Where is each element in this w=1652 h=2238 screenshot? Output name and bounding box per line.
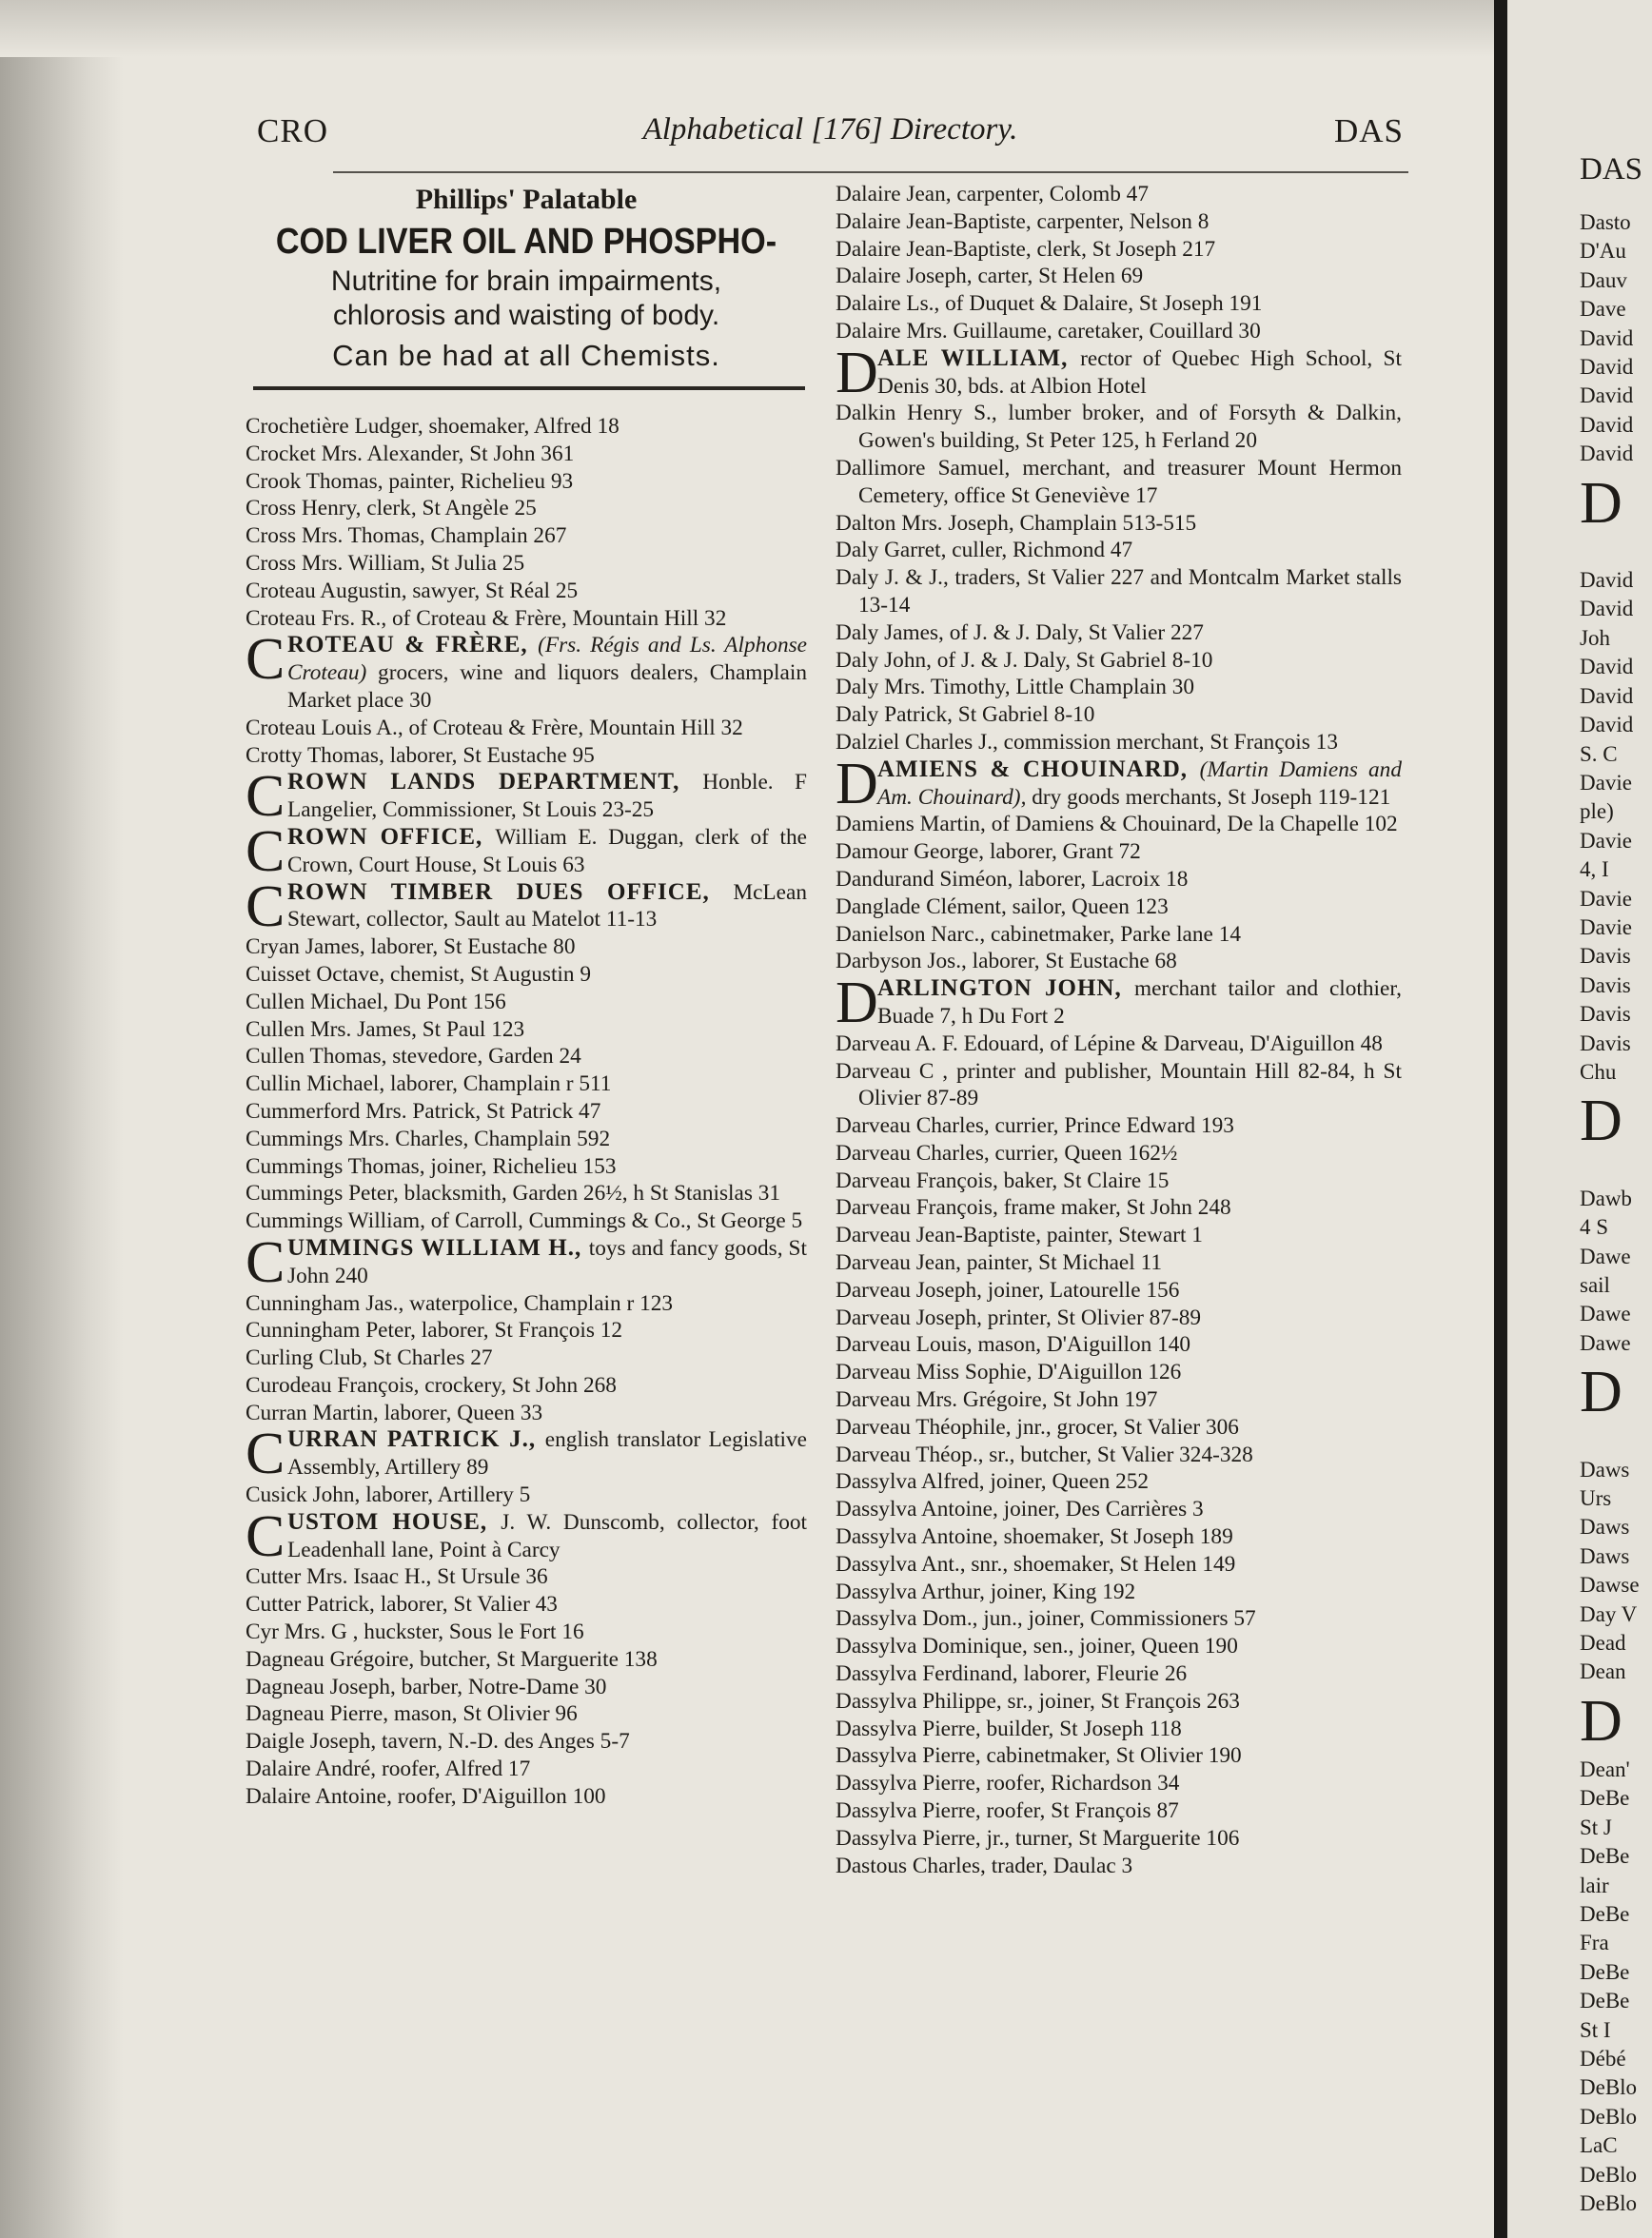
facing-page-line: [1580, 538, 1652, 566]
directory-entry: Dalkin Henry S., lumber broker, and of Forsyth & Dalkin, Gowen's building, St Peter 125, h Ferland 20: [836, 401, 1402, 454]
directory-entry: Dandurand Siméon, laborer, Lacroix 18: [836, 866, 1189, 892]
entry-name: ALE WILLIAM,: [877, 344, 1081, 371]
directory-entry: Dalaire Jean-Baptiste, clerk, St Joseph 217: [836, 236, 1216, 262]
drop-cap: C: [246, 874, 285, 939]
directory-entry: Dagneau Joseph, barber, Notre-Dame 30: [246, 1674, 607, 1699]
facing-page-line: Davie: [1580, 828, 1632, 853]
facing-page-line: Dauv: [1580, 267, 1627, 292]
facing-page-line: Dawb: [1580, 1186, 1632, 1210]
facing-page-line: Davis: [1580, 1002, 1631, 1027]
facing-page-line: Urs: [1580, 1486, 1612, 1511]
directory-entry: Crotty Thomas, laborer, St Eustache 95: [246, 742, 595, 768]
drop-cap: C: [246, 818, 285, 884]
ad-brand: Phillips' Palatable: [415, 184, 638, 215]
directory-entry-major: [246, 874, 807, 939]
entry-name: USTOM HOUSE,: [287, 1508, 502, 1535]
directory-entry: Dassylva Alfred, joiner, Queen 252: [836, 1469, 1150, 1495]
left-entries: [246, 413, 807, 1811]
entry-details: J. W. Dunscomb, collector, foot Leadenhall lane, Point à Carcy: [287, 1509, 808, 1562]
directory-entry: Dalton Mrs. Joseph, Champlain 513-515: [836, 510, 1197, 536]
ad-line-1: Nutritine for brain impairments,: [330, 265, 722, 297]
right-entries: [836, 181, 1402, 1879]
facing-page-line: David: [1580, 713, 1634, 737]
directory-entry: Cunningham Peter, laborer, St François 12: [246, 1318, 623, 1344]
directory-entry: Darbyson Jos., laborer, St Eustache 68: [836, 949, 1177, 974]
facing-page-line: David: [1580, 683, 1634, 708]
entry-details: Honble. F Langelier, Commissioner, St Louis 23-25: [287, 770, 807, 823]
directory-entry: Dassylva Pierre, builder, St Joseph 118: [836, 1716, 1182, 1741]
entry-name: ROTEAU & FRÈRE,: [287, 632, 539, 658]
facing-page-line: D: [1580, 1089, 1622, 1154]
facing-page-line: Day V: [1580, 1601, 1638, 1626]
drop-cap: D: [836, 751, 878, 816]
directory-entry: Dagneau Grégoire, butcher, St Marguerite 138: [246, 1646, 658, 1672]
entry-details: dry goods merchants, St Joseph 119-121: [1032, 784, 1391, 810]
facing-page-line: David: [1580, 383, 1634, 408]
facing-page-line: [1580, 1155, 1652, 1184]
entry-details: McLean Stewart, collector, Sault au Matelot 11-13: [287, 879, 807, 932]
entry-name: URRAN PATRICK J.,: [287, 1426, 545, 1453]
header-title: Alphabetical [176] Directory.: [642, 112, 1018, 147]
directory-entry: Darveau Théophile, jnr., grocer, St Valier 306: [836, 1414, 1239, 1440]
directory-entry: Cross Henry, clerk, St Angèle 25: [246, 496, 537, 521]
directory-entry-major: [836, 971, 1402, 1036]
directory-entry: Crochetière Ludger, shoemaker, Alfred 18: [246, 414, 620, 439]
directory-entry: Danglade Clément, sailor, Queen 123: [836, 893, 1169, 919]
directory-entry: Danielson Narc., cabinetmaker, Parke lane 14: [836, 921, 1241, 947]
directory-entry: Curran Martin, laborer, Queen 33: [246, 1400, 543, 1425]
directory-entry: Cross Mrs. Thomas, Champlain 267: [246, 523, 567, 549]
facing-page-line: 4 S: [1580, 1215, 1609, 1240]
directory-entry: Crocket Mrs. Alexander, St John 361: [246, 441, 575, 466]
directory-entry: Darveau Charles, currier, Prince Edward 193: [836, 1113, 1234, 1139]
directory-entry: Dagneau Pierre, mason, St Olivier 96: [246, 1701, 578, 1727]
ad-line-3: Can be had at all Chemists.: [332, 339, 720, 372]
directory-entry: Cummings Peter, blacksmith, Garden 26½, h St Stanislas 31: [246, 1181, 781, 1207]
facing-page-line: Dean: [1580, 1659, 1626, 1684]
right-column: [836, 181, 1402, 1879]
directory-entry: Daly Patrick, St Gabriel 8-10: [836, 702, 1095, 728]
directory-entry: Dalziel Charles J., commission merchant, St François 13: [836, 729, 1338, 755]
directory-entry: Cross Mrs. William, St Julia 25: [246, 550, 525, 576]
entry-details: rector of Quebec High School, St Denis 30, bds. at Albion Hotel: [877, 345, 1402, 399]
directory-entry: Cullen Michael, Du Pont 156: [246, 989, 506, 1014]
directory-entry: Cummerford Mrs. Patrick, St Patrick 47: [246, 1098, 601, 1124]
header-rule: [333, 171, 1408, 173]
facing-page-line: ple): [1580, 799, 1614, 824]
directory-entry: Darveau Jean-Baptiste, painter, Stewart 1: [836, 1223, 1203, 1248]
facing-page-line: Davie: [1580, 886, 1632, 911]
advertisement: [246, 181, 807, 413]
facing-page-line: DeBe: [1580, 1959, 1630, 1984]
directory-entry: Darveau Joseph, joiner, Latourelle 156: [836, 1277, 1180, 1303]
page-top-shadow: [0, 0, 1652, 57]
directory-entry: Dassylva Pierre, cabinetmaker, St Olivier 190: [836, 1743, 1242, 1769]
directory-entry: Croteau Louis A., of Croteau & Frère, Mountain Hill 32: [246, 715, 743, 740]
facing-page-line: Dawe: [1580, 1244, 1631, 1268]
facing-page-lines: [1580, 208, 1652, 2218]
directory-entry-major: [246, 818, 808, 884]
facing-page-line: S. C: [1580, 741, 1618, 766]
entry-partners: (Martin Damiens and Am. Chouinard),: [877, 756, 1402, 810]
directory-entry: Cyr Mrs. G , huckster, Sous le Fort 16: [246, 1620, 584, 1645]
directory-entry: Dalaire Joseph, carter, St Helen 69: [836, 264, 1144, 289]
directory-entry: Darveau A. F. Edouard, of Lépine & Darveau, D'Aiguillon 48: [836, 1031, 1383, 1056]
directory-entry: Curling Club, St Charles 27: [246, 1345, 493, 1371]
directory-entry: Darveau Jean, painter, St Michael 11: [836, 1250, 1163, 1276]
facing-page-line: Davis: [1580, 1031, 1631, 1055]
directory-entry: Croteau Frs. R., of Croteau & Frère, Mountain Hill 32: [246, 605, 727, 631]
directory-entry: Darveau François, frame maker, St John 248: [836, 1195, 1231, 1221]
directory-entry: Cryan James, laborer, St Eustache 80: [246, 934, 576, 960]
entry-partners: (Frs. Régis and Ls. Alphonse Croteau): [287, 633, 808, 686]
header-left-guide-word: CRO: [257, 112, 328, 149]
facing-page-line: St J: [1580, 1815, 1612, 1839]
entry-name: ROWN OFFICE,: [287, 823, 496, 850]
entry-name: ROWN TIMBER DUES OFFICE,: [287, 878, 734, 905]
facing-page-line: Fra: [1580, 1931, 1609, 1955]
facing-page-line: Dave: [1580, 297, 1626, 322]
directory-entry: Dalaire Jean, carpenter, Colomb 47: [836, 182, 1149, 206]
entry-details: toys and fancy goods, St John 240: [287, 1235, 807, 1288]
directory-entry: Dassylva Ferdinand, laborer, Fleurie 26: [836, 1661, 1188, 1687]
page-gutter: [1494, 0, 1507, 2238]
directory-entry: Dalaire Jean-Baptiste, carpenter, Nelson 8: [836, 208, 1210, 234]
facing-page-line: D: [1580, 1688, 1622, 1754]
facing-page-line: Davie: [1580, 770, 1632, 795]
directory-entry: Dalaire Ls., of Duquet & Dalaire, St Joseph 191: [836, 291, 1263, 317]
directory-entry-major: [246, 1503, 808, 1569]
directory-entry: Damiens Martin, of Damiens & Chouinard, De la Chapelle 102: [836, 812, 1398, 837]
directory-entry: Cummings Thomas, joiner, Richelieu 153: [246, 1153, 617, 1179]
directory-entry: Dassylva Dom., jun., joiner, Commissioners 57: [836, 1606, 1256, 1632]
facing-page-line: Dean': [1580, 1757, 1630, 1781]
directory-entry: Daly Mrs. Timothy, Little Champlain 30: [836, 675, 1195, 700]
header-right-guide-word: DAS: [1333, 112, 1404, 149]
facing-page-line: Davis: [1580, 972, 1631, 997]
drop-cap: D: [836, 971, 878, 1036]
directory-entry-major: [246, 1422, 807, 1487]
directory-entry: Dassylva Antoine, shoemaker, St Joseph 189: [836, 1524, 1233, 1550]
directory-entry: Cummings Mrs. Charles, Champlain 592: [246, 1126, 611, 1151]
entry-details: William E. Duggan, clerk of the Crown, Court House, St Louis 63: [287, 824, 808, 877]
facing-page-line: Daws: [1580, 1515, 1630, 1540]
drop-cap: C: [246, 1503, 285, 1569]
facing-page-line: Davie: [1580, 914, 1632, 939]
facing-page-text: [1580, 152, 1652, 2218]
facing-page-line: David: [1580, 325, 1634, 350]
directory-entry: Dassylva Dominique, sen., joiner, Queen 190: [836, 1634, 1238, 1659]
entry-name: ARLINGTON JOHN,: [877, 975, 1134, 1002]
facing-page-line: David: [1580, 568, 1634, 593]
facing-page-header: DAS: [1580, 152, 1643, 186]
drop-cap: C: [246, 1422, 285, 1487]
facing-page-line: D: [1580, 470, 1622, 536]
directory-entry: Cullen Thomas, stevedore, Garden 24: [246, 1044, 581, 1070]
drop-cap: C: [246, 1229, 285, 1295]
facing-page-line: D: [1580, 1360, 1622, 1425]
drop-cap: D: [836, 340, 878, 405]
facing-page-line: DeBe: [1580, 1786, 1630, 1811]
entry-name: ROWN LANDS DEPARTMENT,: [287, 769, 703, 795]
directory-entry: Daly John, of J. & J. Daly, St Gabriel 8-10: [836, 647, 1213, 673]
facing-page-line: 4, I: [1580, 857, 1609, 882]
facing-page-line: DeBe: [1580, 1844, 1630, 1869]
facing-page-line: Dasto: [1580, 210, 1631, 234]
facing-page-line: DeBlo: [1580, 2190, 1638, 2215]
directory-entry: Dassylva Antoine, joiner, Des Carrières 3: [836, 1497, 1204, 1522]
directory-entry: Cullin Michael, laborer, Champlain r 511: [246, 1071, 612, 1097]
directory-entry: Dassylva Pierre, roofer, St François 87: [836, 1798, 1179, 1824]
facing-page-line: Dawe: [1580, 1330, 1631, 1355]
facing-page-line: David: [1580, 655, 1634, 679]
facing-page-line: DeBe: [1580, 1989, 1630, 2013]
facing-page-line: DeBlo: [1580, 2162, 1638, 2187]
ad-product: COD LIVER OIL AND PHOSPHO-: [275, 222, 777, 262]
directory-entry-major: [836, 340, 1402, 405]
page-header: [257, 112, 1404, 169]
page-edge-shadow: [0, 0, 124, 2238]
directory-entry: Cullen Mrs. James, St Paul 123: [246, 1016, 525, 1042]
facing-page-line: David: [1580, 412, 1634, 437]
directory-entry: Darveau Mrs. Grégoire, St John 197: [836, 1387, 1158, 1413]
facing-page-line: David: [1580, 597, 1634, 621]
directory-entry: Darveau Joseph, printer, St Olivier 87-89: [836, 1305, 1202, 1330]
directory-entry: Dassylva Philippe, sr., joiner, St François 263: [836, 1688, 1240, 1714]
directory-entry: Damour George, laborer, Grant 72: [836, 839, 1141, 865]
directory-entry: Darveau Miss Sophie, D'Aiguillon 126: [836, 1360, 1182, 1385]
directory-entry: Darveau Louis, mason, D'Aiguillon 140: [836, 1332, 1191, 1358]
facing-page-line: lair: [1580, 1873, 1609, 1897]
directory-entry-major: [246, 764, 807, 830]
directory-entry: Darveau Charles, currier, Queen 162½: [836, 1140, 1178, 1166]
left-column: [246, 181, 807, 1811]
entry-details: grocers, wine and liquors dealers, Champlain Market place 30: [287, 660, 807, 713]
directory-entry: Crook Thomas, painter, Richelieu 93: [246, 468, 574, 494]
entry-name: AMIENS & CHOUINARD,: [877, 756, 1200, 782]
directory-entry: Darveau C , printer and publisher, Mountain Hill 82-84, h St Olivier 87-89: [836, 1058, 1402, 1111]
ad-line-2: chlorosis and waisting of body.: [332, 300, 720, 331]
ad-rule: [253, 386, 805, 390]
directory-entry: Dassylva Pierre, roofer, Richardson 34: [836, 1771, 1180, 1796]
entry-name: UMMINGS WILLIAM H.,: [287, 1234, 589, 1261]
directory-entry-major: [836, 751, 1402, 816]
facing-page-line: sail: [1580, 1273, 1610, 1297]
facing-page-line: DeBe: [1580, 1901, 1630, 1926]
entry-details: english translator Legislative Assembly, Artillery 89: [287, 1427, 807, 1481]
directory-entry-major: [246, 1229, 807, 1295]
facing-page-line: Dawe: [1580, 1302, 1631, 1326]
facing-page-line: Daws: [1580, 1543, 1630, 1568]
directory-entry: Daly J. & J., traders, St Valier 227 and Montcalm Market stalls 13-14: [836, 565, 1402, 618]
directory-entry: Daigle Joseph, tavern, N.-D. des Anges 5-7: [246, 1729, 630, 1755]
directory-entry: Dallimore Samuel, merchant, and treasurer Mount Hermon Cemetery, office St Geneviève 17: [836, 455, 1402, 508]
facing-page-line: Dawse: [1580, 1573, 1640, 1598]
directory-entry: Cusick John, laborer, Artillery 5: [246, 1482, 531, 1508]
facing-page-line: Chu: [1580, 1059, 1617, 1084]
facing-page-line: David: [1580, 355, 1634, 380]
facing-page-line: Daws: [1580, 1457, 1630, 1482]
directory-entry: Daly Garret, culler, Richmond 47: [836, 538, 1133, 563]
directory-entry: Cuisset Octave, chemist, St Augustin 9: [246, 961, 592, 987]
directory-entry: Dassylva Pierre, jr., turner, St Marguerite 106: [836, 1825, 1240, 1851]
facing-page-line: DeBlo: [1580, 2104, 1638, 2129]
directory-entry: Cunningham Jas., waterpolice, Champlain r 123: [246, 1290, 674, 1316]
facing-page-line: [1580, 1426, 1652, 1455]
directory-entry: Daly James, of J. & J. Daly, St Valier 227: [836, 619, 1204, 645]
directory-entry: Dalaire Mrs. Guillaume, caretaker, Couillard 30: [836, 318, 1261, 344]
directory-entry: Darveau Théop., sr., butcher, St Valier 324-328: [836, 1442, 1253, 1467]
drop-cap: C: [246, 764, 285, 830]
directory-entry: Dastous Charles, trader, Daulac 3: [836, 1853, 1133, 1878]
entry-details: merchant tailor and clothier, Buade 7, h Du Fort 2: [877, 976, 1402, 1029]
facing-page-line: DeBlo: [1580, 2075, 1638, 2100]
directory-entry: Curodeau François, crockery, St John 268: [246, 1372, 617, 1398]
directory-entry: Dassylva Arthur, joiner, King 192: [836, 1579, 1136, 1604]
drop-cap: C: [246, 627, 285, 693]
directory-entry: Croteau Augustin, sawyer, St Réal 25: [246, 578, 579, 603]
facing-page-line: Davis: [1580, 944, 1631, 969]
directory-entry: Cummings William, of Carroll, Cummings & Co., St George 5: [246, 1208, 803, 1234]
directory-entry: Dassylva Ant., snr., shoemaker, St Helen 149: [836, 1551, 1236, 1577]
facing-page-line: Joh: [1580, 625, 1610, 650]
facing-page-line: David: [1580, 442, 1634, 466]
facing-page-line: D'Au: [1580, 239, 1626, 264]
directory-entry: Darveau François, baker, St Claire 15: [836, 1168, 1170, 1193]
facing-page-line: Dead: [1580, 1631, 1626, 1656]
directory-entry: Cutter Mrs. Isaac H., St Ursule 36: [246, 1564, 548, 1590]
directory-entry: Cutter Patrick, laborer, St Valier 43: [246, 1592, 558, 1618]
facing-page-line: LaC: [1580, 2133, 1618, 2158]
directory-entry-major: [246, 627, 808, 714]
facing-page-line: St I: [1580, 2017, 1611, 2042]
directory-entry: Dalaire André, roofer, Alfred 17: [246, 1757, 531, 1782]
directory-entry: Dalaire Antoine, roofer, D'Aiguillon 100: [246, 1783, 606, 1809]
facing-page-line: Débé: [1580, 2046, 1626, 2071]
